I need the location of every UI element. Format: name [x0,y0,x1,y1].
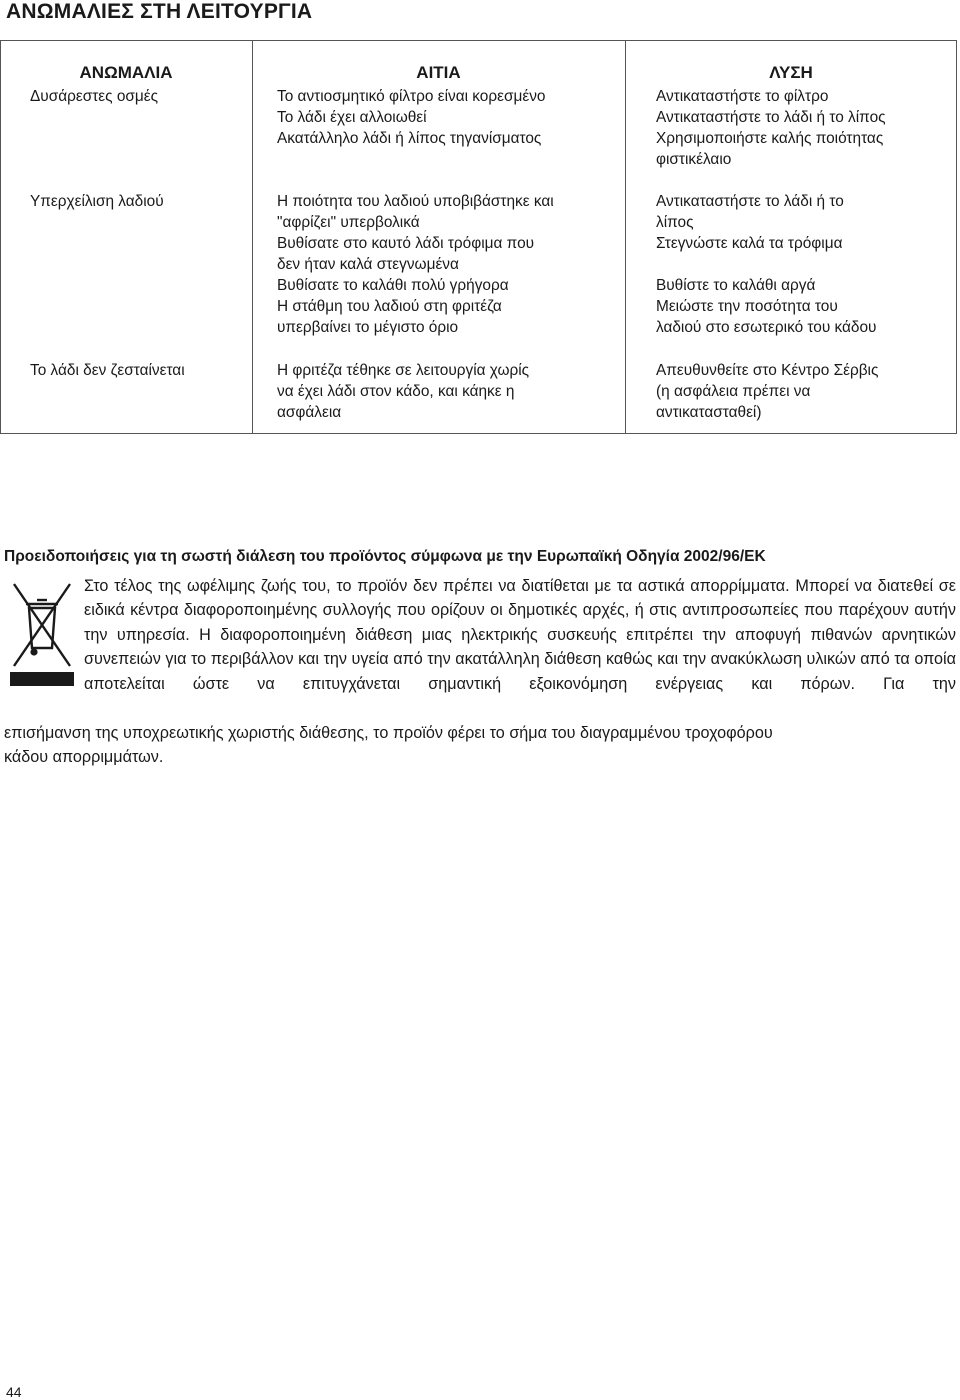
cell-solution: Απευθυνθείτε στο Κέντρο Σέρβις (η ασφάλεια πρέπει να αντικατασταθεί) [656,362,879,421]
cell-problem: Το λάδι δεν ζεσταίνεται [30,362,185,379]
column-divider [252,40,253,434]
disposal-text-line: επισήμανση της υποχρεωτικής χωριστής διάθεσης, το προϊόν φέρει το σήμα του διαγραμμένου τροχοφόρου [4,724,773,742]
disposal-text-line: κάδου απορριμμάτων. [4,748,164,767]
header-problem: ΑΝΩΜΑΛΙΑ [79,63,173,82]
cell-problem: Δυσάρεστες οσμές [30,88,159,105]
cell-cause: Το αντιοσμητικό φίλτρο είναι κορεσμένο Το λάδι έχει αλλοιωθεί Ακατάλληλο λάδι ή λίπος τηγανίσματος [277,88,546,147]
cell-cause: Η φριτέζα τέθηκε σε λειτουργία χωρίς να έχει λάδι στον κάδο, και κάηκε η ασφάλεια [277,362,530,421]
disposal-text: Στο τέλος της ωφέλιμης ζωής του, το προϊόν δεν πρέπει να διατίθεται με τα αστικά απορρίμματα. Μπορεί να διατεθεί σε ειδικά κέντρα διαφοροποιημένης συλλογής που ορίζουν οι δημοτικές αρχές, ή στις αντιπροσωπείες που παρέχουν αυτήν την υπηρεσία. Η διαφοροποιημένη διάθεση μιας ηλεκτρικής συσκευής επιτρέπει την αποφυγή πιθανών αρνητικών συνεπειών για το περιβάλλον και την υγεία από την ακατάλληλη διάθεση καθώς και την ανακύκλωση υλικών από τα οποία αποτελείται ώστε να επιτυγχάνεται σημαντική εξοικονόμηση ενέργειας και πόρων. Για την [84,577,956,693]
header-cause: ΑΙΤΙΑ [416,63,461,82]
cell-cause: Η ποιότητα του λαδιού υποβιβάστηκε και "αφρίζει" υπερβολικά Βυθίσατε στο καυτό λάδι τρόφιμα που δεν ήταν καλά στεγνωμένα Βυθίσατε το καλάθι πολύ γρήγορα Η στάθμη του λαδιού στη φριτέζα υπερβαίνει το μέγιστο όριο [277,193,554,336]
cell-problem: Υπερχείλιση λαδιού [30,193,164,210]
column-divider [625,40,626,434]
disposal-text-continued [4,721,956,770]
crossed-out-wheelie-bin-icon [10,582,74,690]
disposal-section-title: Προειδοποιήσεις για τη σωστή διάλεση του προϊόντος σύμφωνα με την Ευρωπαϊκή Οδηγία 2002/96/ΕΚ [4,548,766,565]
page-number: 44 [6,1384,22,1400]
cell-solution: Αντικαταστήστε το φίλτρο Αντικαταστήστε το λάδι ή το λίπος Χρησιμοποιήστε καλής ποιότητας φιστικέλαιο [656,88,886,168]
page-title: ΑΝΩΜΑΛΙΕΣ ΣΤΗ ΛΕΙΤΟΥΡΓΙΑ [6,0,313,23]
cell-solution: Αντικαταστήστε το λάδι ή το λίπος Στεγνώστε καλά τα τρόφιμα Βυθίστε το καλάθι αργά Μειώστε την ποσότητα του λαδιού στο εσωτερικό του κάδου [656,193,877,336]
header-solution: ΛΥΣΗ [769,63,813,82]
